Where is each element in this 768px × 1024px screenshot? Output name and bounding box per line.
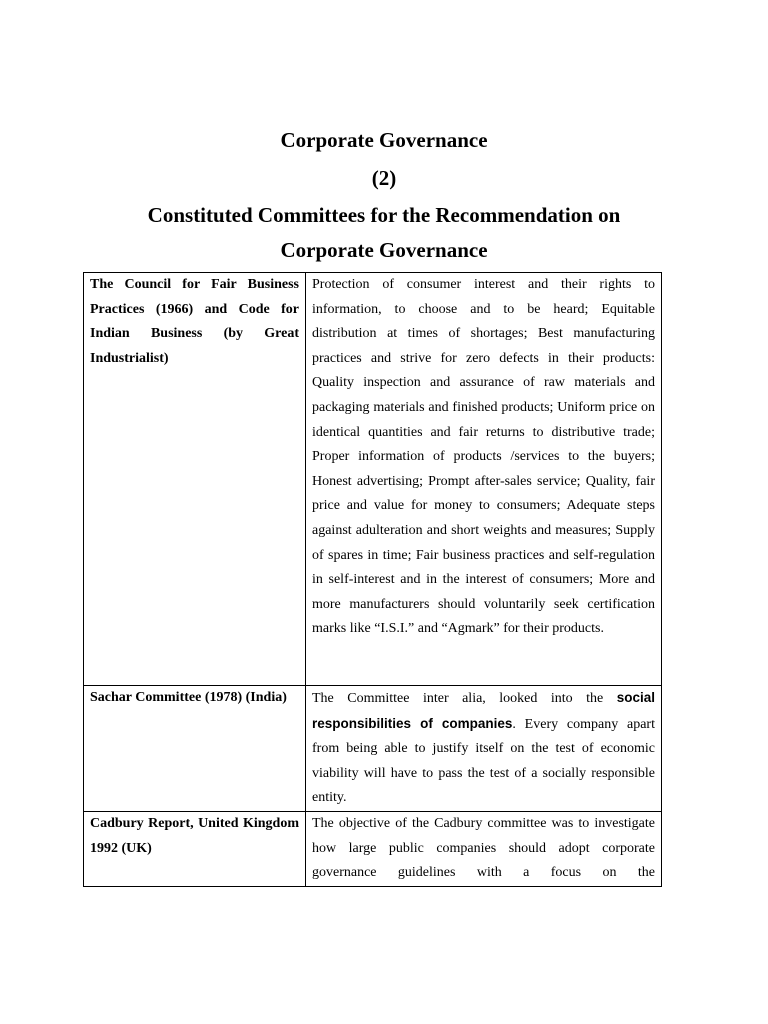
description-text: . Every company apart from being able to justify itself on the test of economic viability will have to pass the test of a socially responsible entity. <box>312 716 655 806</box>
document-title-line-3: Constituted Committees for the Recommendation on <box>147 203 621 227</box>
committees-table <box>83 272 662 887</box>
table-row <box>84 811 662 886</box>
committee-description: Protection of consumer interest and their rights to information, to choose and to be heard; Equitable distribution at times of shortages; Best manufacturing practices and strive for zero defects in their products: Quality inspection and assurance of raw materials and packaging materials and finished products; Uniform price on identical quantities and fair returns to distributive trade; Proper information of products /services to the buyers; Honest advertising; Prompt after-sales service; Quality, fair price and value for money to consumers; Adequate steps against adulteration and short weights and measures; Supply of spares in time; Fair business practices and self-regulation in self-interest and in the interest of consumers; More and more manufacturers should voluntarily seek certification marks like “I.S.I.” and “Agmark” for their products. <box>312 277 655 637</box>
description-emphasis: social responsibilities of companies <box>312 690 655 731</box>
document-title-line-4: Corporate Governance <box>280 238 488 262</box>
committee-description-cell <box>306 686 662 812</box>
description-text: The Committee inter alia, looked into the <box>312 691 617 706</box>
committee-description-cell <box>306 273 662 686</box>
table-row <box>84 686 662 812</box>
table-row <box>84 273 662 686</box>
document-title-line-2: (2) <box>371 166 397 190</box>
committee-description: The objective of the Cadbury committee was to investigate how large public companies should adopt corporate governance guidelines with a focus on the <box>312 815 655 881</box>
committee-name: Sachar Committee (1978) (India) <box>90 690 287 705</box>
committee-name-cell <box>84 686 306 812</box>
document-title-line-1: Corporate Governance <box>280 128 488 152</box>
committee-description <box>312 686 655 811</box>
committee-description-cell <box>306 811 662 886</box>
committee-name: The Council for Fair Business Practices (1966) and Code for Indian Business (by Great Industrialist) <box>90 277 299 366</box>
committee-name-cell <box>84 273 306 686</box>
committee-name: Cadbury Report, United Kingdom 1992 (UK) <box>90 815 299 856</box>
committee-name-cell <box>84 811 306 886</box>
